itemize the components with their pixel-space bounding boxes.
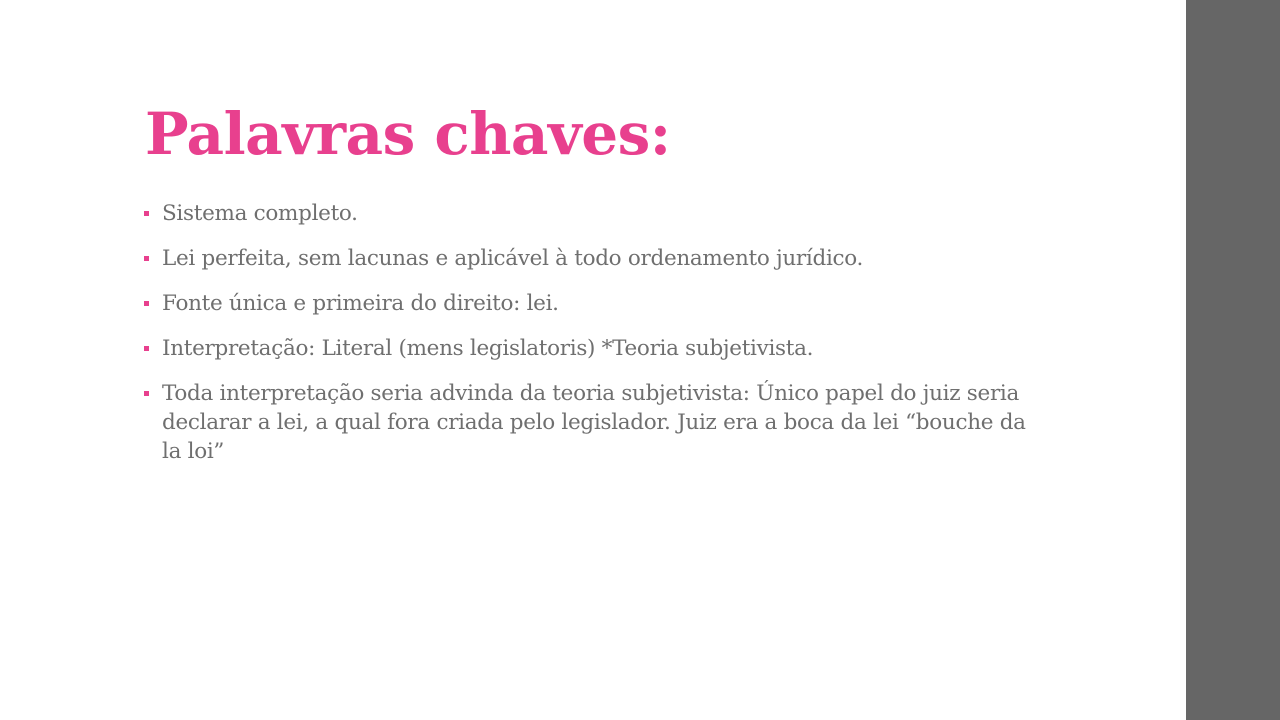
bullet-text: Lei perfeita, sem lacunas e aplicável à todo ordenamento jurídico. [162, 246, 864, 271]
bullet-item [144, 199, 1044, 228]
bullet-item [144, 334, 1044, 363]
bullet-item [144, 379, 1044, 466]
bullet-text: Toda interpretação seria advinda da teoria subjetivista: Único papel do juiz seria declarar a lei, a qual fora criada pelo legislador. Juiz era a boca da lei “bouche da la loi” [162, 381, 1026, 464]
bullet-square-icon [144, 346, 149, 351]
slide-title: Palavras chaves: [145, 100, 671, 168]
bullet-square-icon [144, 211, 149, 216]
side-accent-bar [1186, 0, 1280, 720]
bullet-text: Interpretação: Literal (mens legislatoris) *Teoria subjetivista. [162, 336, 814, 361]
bullet-item [144, 289, 1044, 318]
bullet-list [144, 199, 1044, 482]
bullet-square-icon [144, 301, 149, 306]
bullet-item [144, 244, 1044, 273]
bullet-text: Fonte única e primeira do direito: lei. [162, 291, 559, 316]
bullet-text: Sistema completo. [162, 201, 358, 226]
bullet-square-icon [144, 391, 149, 396]
bullet-square-icon [144, 256, 149, 261]
